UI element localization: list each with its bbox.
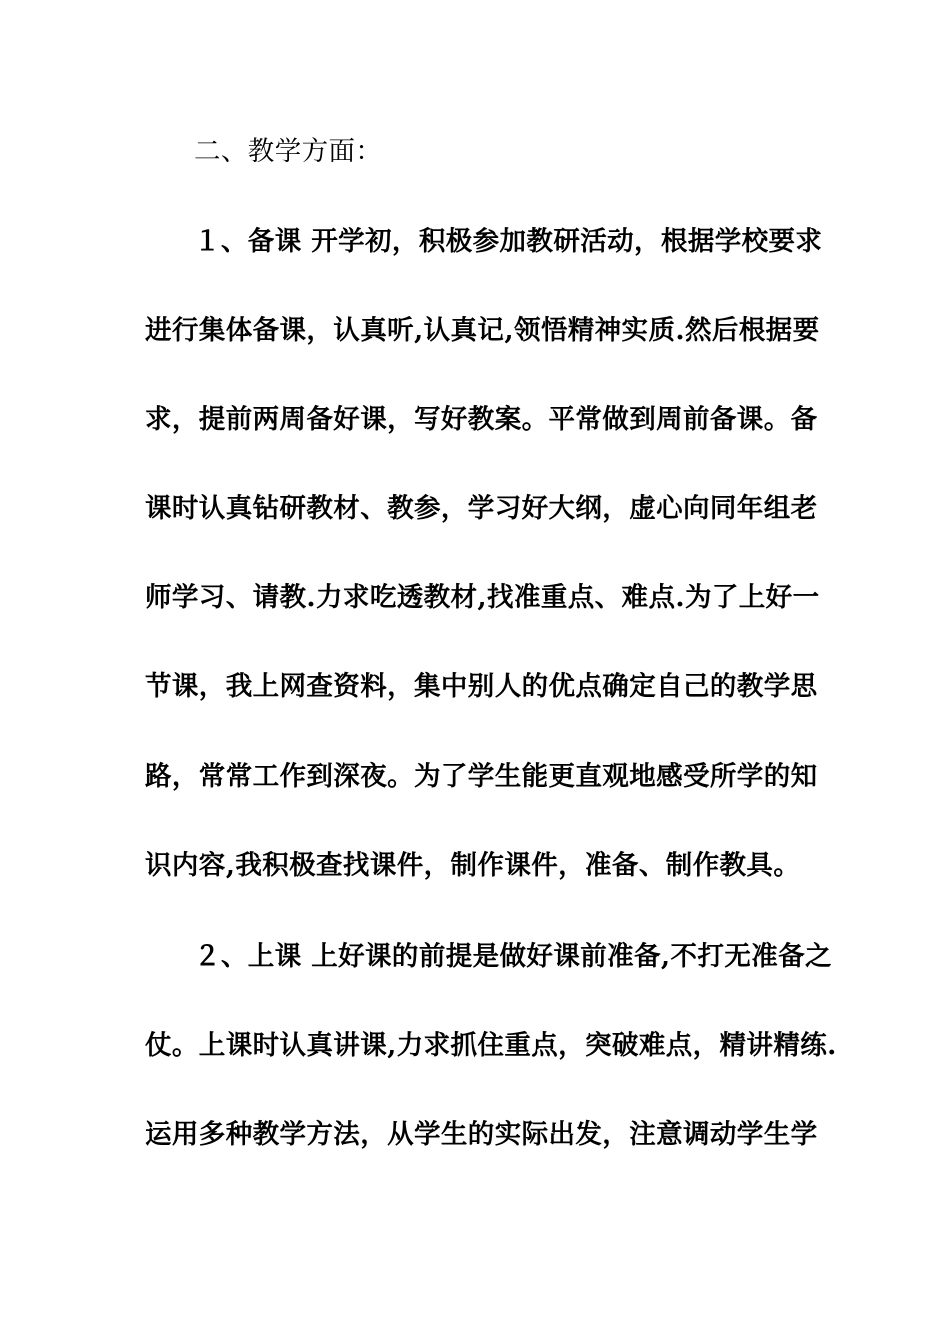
section-heading: 二、教学方面： [194,136,383,167]
paragraph-line-5: 师学习、请教.力求吃透教材,找准重点、难点.为了上好一 [145,582,820,613]
paragraph-line-6: 节课，我上网查资料，集中别人的优点确定自己的教学思 [145,671,818,702]
paragraph-line-1: １、备课 开学初，积极参加教研活动，根据学校要求 [194,226,823,257]
paragraph-line-3: 求，提前两周备好课，写好教案。平常做到周前备课。备 [145,404,818,435]
paragraph-line-10: 仗。上课时认真讲课,力求抓住重点，突破难点，精讲精练. [145,1030,837,1061]
paragraph-line-7: 路，常常工作到深夜。为了学生能更直观地感受所学的知 [145,761,818,792]
paragraph-line-8: 识内容,我积极查找课件，制作课件，准备、制作教具。 [145,850,801,881]
paragraph-line-2: 进行集体备课，认真听,认真记,领悟精神实质.然后根据要 [145,315,820,346]
paragraph-line-9: ２、上课 上好课的前提是做好课前准备,不打无准备之 [194,941,832,972]
paragraph-line-11: 运用多种教学方法，从学生的实际出发，注意调动学生学 [145,1119,818,1150]
paragraph-line-4: 课时认真钻研教材、教参，学习好大纲，虚心向同年组老 [145,493,818,524]
